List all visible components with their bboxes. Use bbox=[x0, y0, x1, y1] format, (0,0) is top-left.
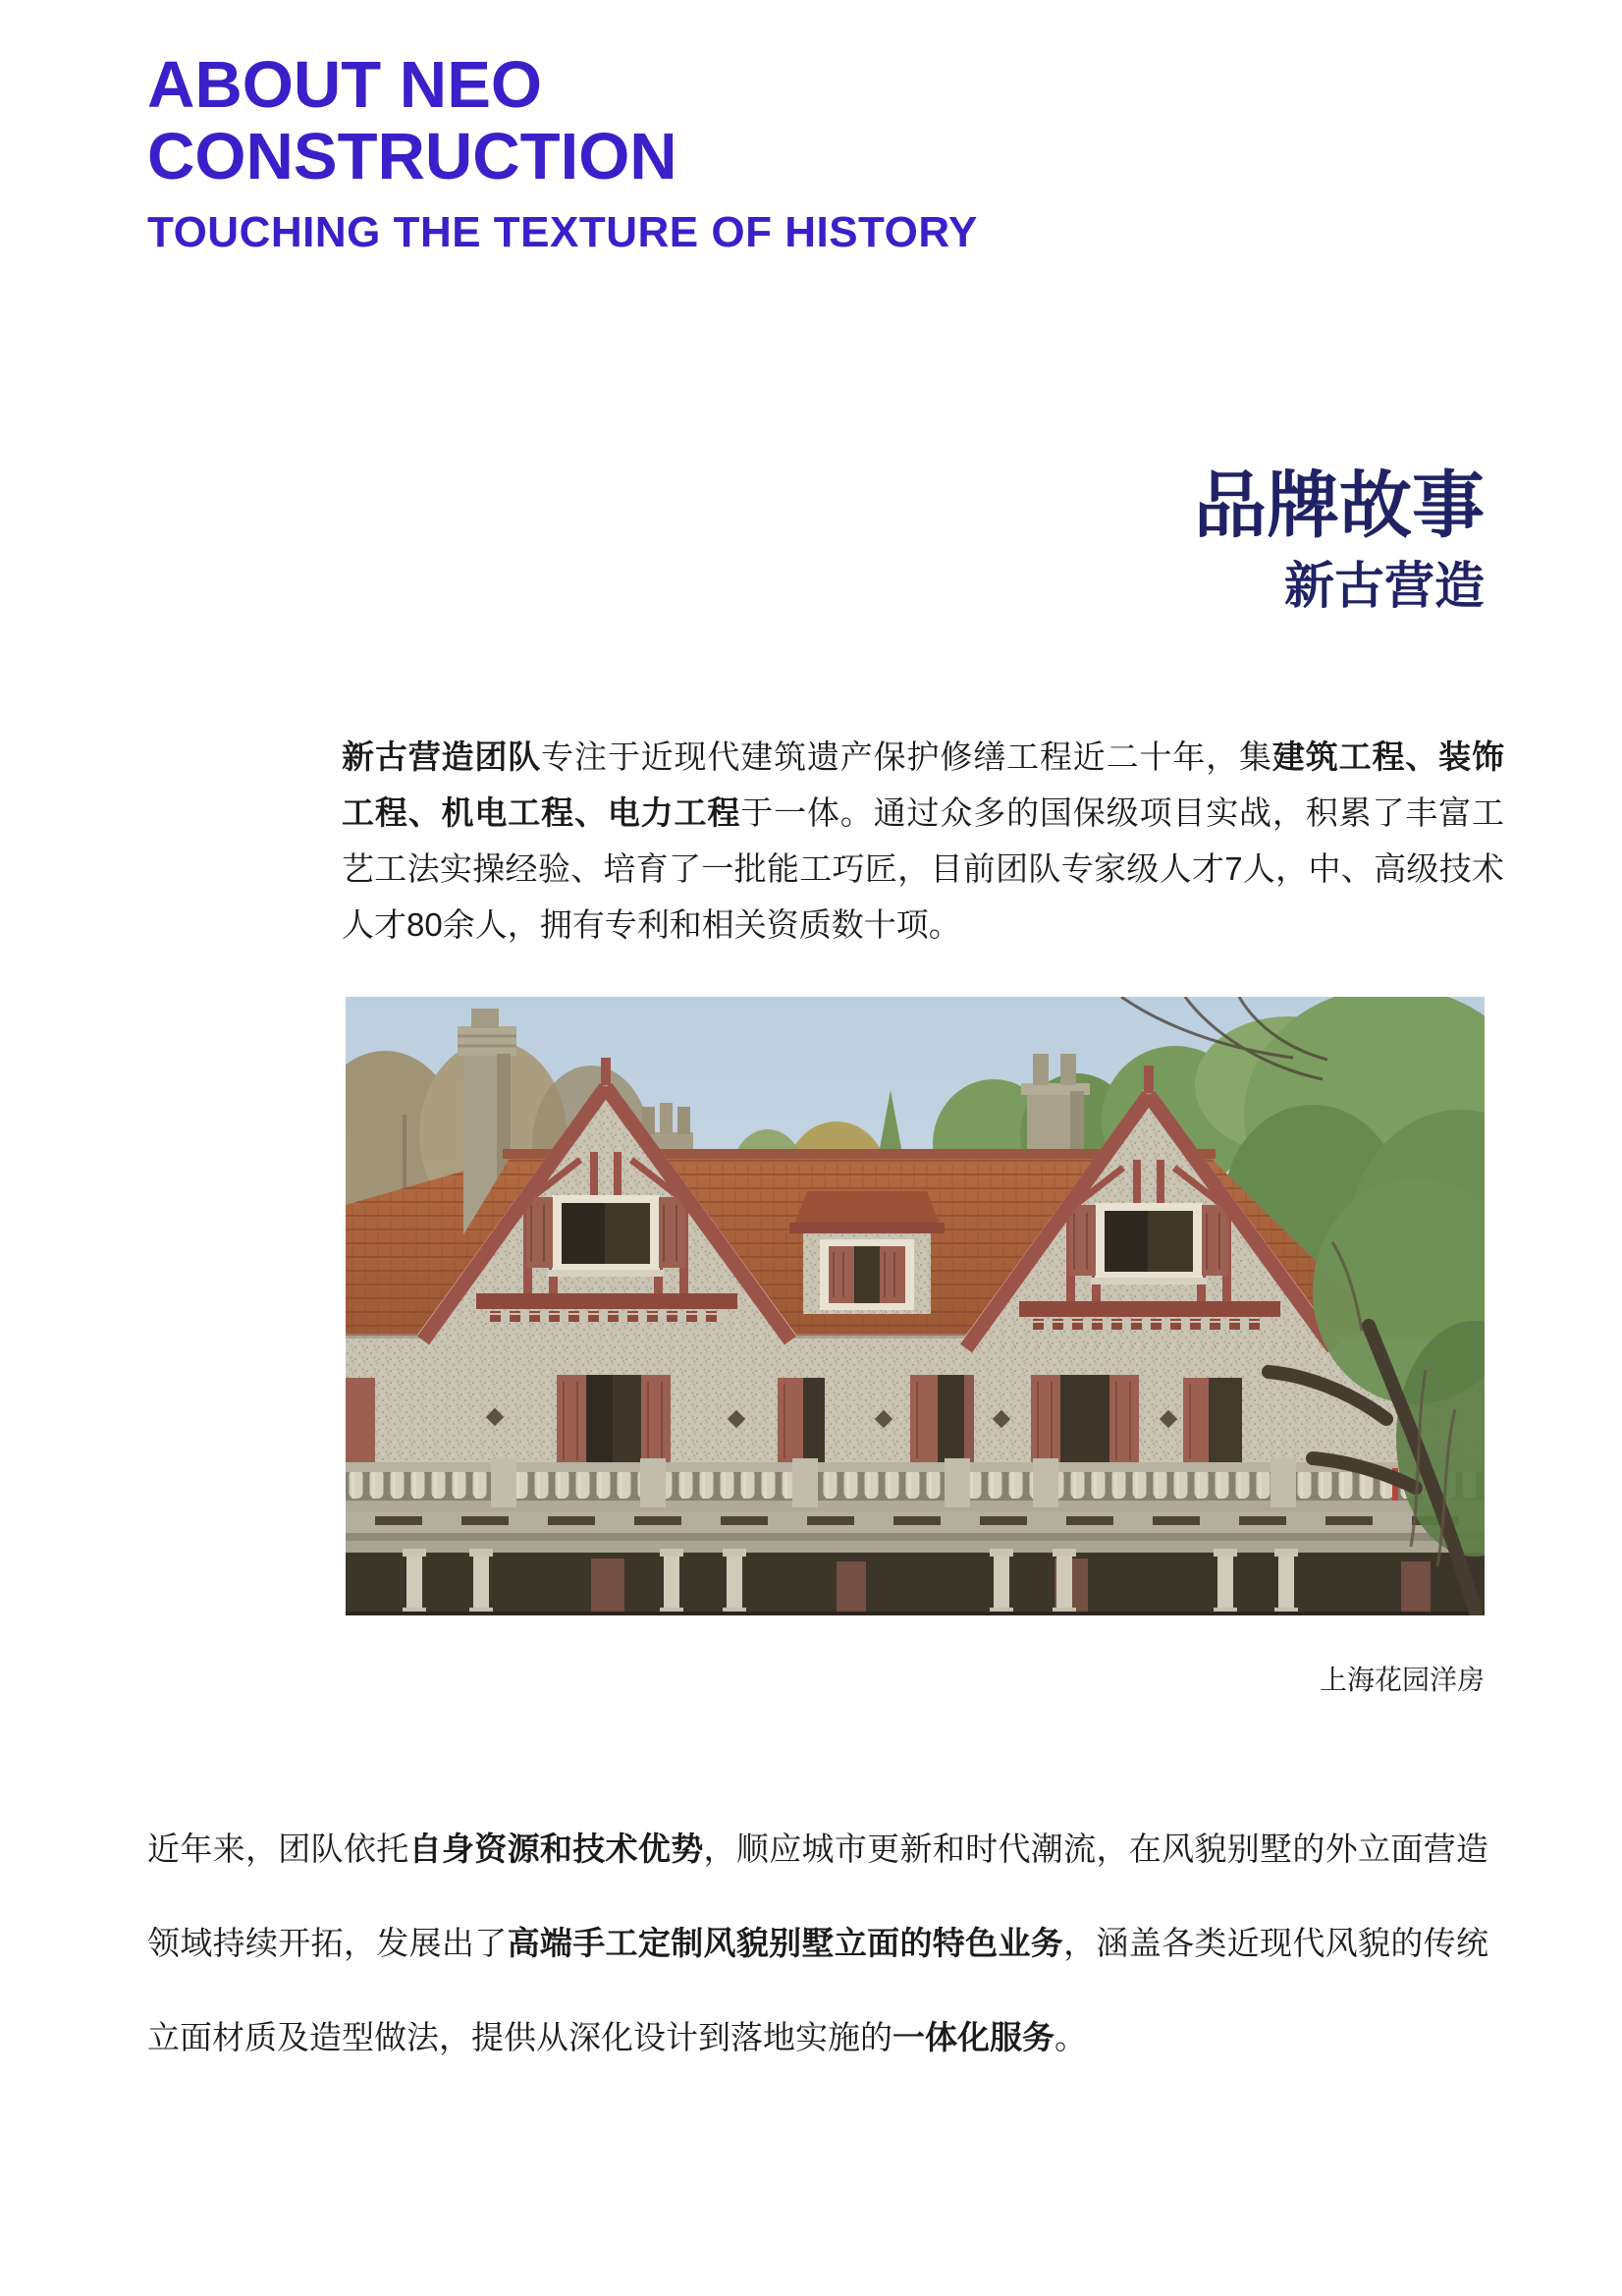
page-title-line1: ABOUT NEO bbox=[147, 48, 542, 122]
villa-photo-illustration bbox=[346, 997, 1485, 1615]
intro-paragraph: 新古营造团队专注于近现代建筑遗产保护修缮工程近二十年，集建筑工程、装饰工程、机电工程、电力工程于一体。通过众多的国保级项目实战，积累了丰富工艺工法实操经验、培育了一批能工巧匠，目前团队专家级人才7人，中、高级技术人才80余人，拥有专利和相关资质数十项。 bbox=[342, 738, 1505, 943]
page-title-line2: CONSTRUCTION bbox=[147, 120, 677, 193]
villa-photo bbox=[346, 997, 1485, 1615]
brand-block bbox=[346, 465, 1485, 615]
page-subtitle: TOUCHING THE TEXTURE OF HISTORY bbox=[147, 208, 978, 256]
photo-caption: 上海花园洋房 bbox=[1319, 1665, 1485, 1695]
outro-paragraph: 近年来，团队依托自身资源和技术优势，顺应城市更新和时代潮流，在风貌别墅的外立面营造领域持续开拓，发展出了高端手工定制风貌别墅立面的特色业务，涵盖各类近现代风貌的传统立面材质及造型做法，提供从深化设计到落地实施的一体化服务。 bbox=[147, 1831, 1489, 2055]
brand-heading: 品牌故事 bbox=[1194, 465, 1485, 546]
page-header bbox=[147, 49, 978, 257]
brand-subheading: 新古营造 bbox=[1283, 558, 1485, 614]
page-title bbox=[147, 49, 978, 192]
